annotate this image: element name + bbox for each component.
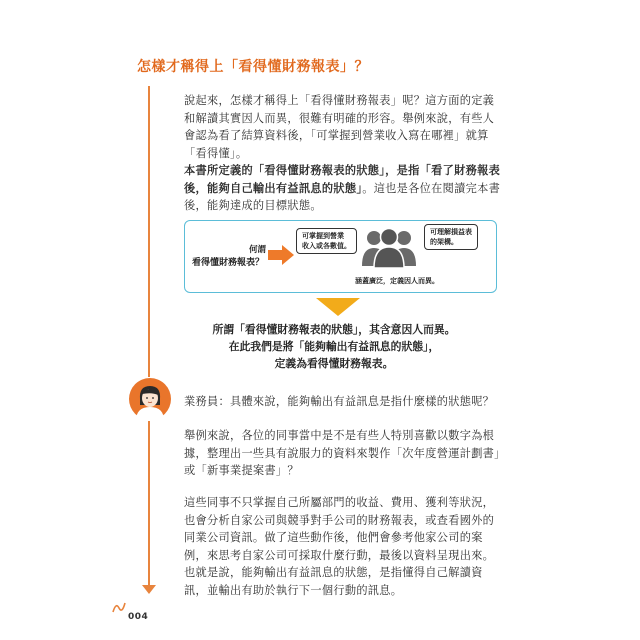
diagram-arrow-head-icon	[282, 245, 294, 265]
intro-line: 說起來，怎樣才稱得上「看得懂財務報表」呢？這方面的定義	[184, 94, 495, 107]
timeline-arrow-icon	[142, 585, 156, 594]
example-line: 據，整理出一些具有說服力的資料來製作「次年度營運計劃書」	[184, 446, 506, 460]
analysis-line: 這些同事不只掌握自己所屬部門的收益、費用、獲利等狀況，	[184, 496, 495, 509]
bubble-left-line2: 收入或各數值。	[302, 242, 351, 250]
conclusion-line2: 在此我們是將「能夠輸出有益訊息的狀態」，	[228, 340, 440, 353]
analysis-line: 例，來思考自家公司可採取什麼行動，最後以資料呈現出來。	[184, 548, 495, 562]
timeline-line	[148, 86, 150, 590]
section-heading: 怎樣才稱得上「看得懂財務報表」？	[137, 59, 369, 75]
people-group-icon	[360, 228, 418, 268]
intro-line: 「看得懂」。	[184, 146, 248, 160]
conclusion	[184, 321, 484, 372]
dialogue-question: 業務員：具體來說，能夠輸出有益訊息是指什麼樣的狀態呢？	[184, 395, 495, 408]
diagram-caption: 涵蓋廣泛，定義因人而異。	[355, 277, 439, 285]
example-line: 或「新事業提案書」？	[184, 464, 299, 477]
down-triangle-icon	[316, 298, 360, 316]
intro-line: 會認為看了結算資料後，「可掌握到營業收入寫在哪裡」就算	[184, 129, 489, 142]
analysis-line: 同業公司資訊。做了這些動作後，他們會參考他家公司的案	[184, 531, 483, 544]
bubble-right-line1: 可理解損益表	[430, 228, 472, 236]
conclusion-line3: 定義為看得懂財務報表。	[274, 357, 394, 370]
salesperson-avatar-icon	[128, 377, 172, 421]
example-line: 舉例來說，各位的同事當中是不是有些人特別喜歡以數字為根	[184, 429, 495, 442]
bubble-right-line2: 的架構。	[430, 238, 458, 246]
diagram-arrow-icon	[268, 250, 282, 260]
definition-text: 。這也是各位在閱讀完本書	[362, 181, 501, 195]
definition-line	[184, 180, 501, 198]
bubble-right	[424, 224, 478, 250]
definition-bold: 後，能夠自己輸出有益訊息的狀態」	[184, 181, 363, 195]
definition-bold: 本書所定義的「看得懂財務報表的狀態」，是指「看了財務報表	[184, 164, 501, 177]
bubble-left-line1: 可掌握到營業	[302, 232, 344, 240]
diagram-question-line1: 何謂	[249, 245, 267, 255]
analysis-line: 訊，並輸出有助於執行下一個行動的訊息。	[184, 583, 403, 597]
page-number: 004	[128, 612, 149, 622]
squiggle-icon	[112, 600, 128, 614]
definition-line: 後，能夠達成的目標狀態。	[184, 199, 322, 212]
conclusion-line1: 所謂「看得懂財務報表的狀態」，其含意因人而異。	[212, 323, 456, 336]
bubble-left	[296, 228, 357, 254]
intro-line: 和解讀其實因人而異，很難有明確的形容。舉例來說，有些人	[184, 111, 495, 125]
dialogue-paragraph	[184, 393, 495, 411]
diagram-question-line2: 看得懂財務報表？	[192, 258, 265, 268]
intro-paragraph	[184, 92, 501, 215]
definition-line	[184, 162, 501, 180]
example-paragraph	[184, 427, 506, 480]
analysis-line: 也會分析自家公司與競爭對手公司的財務報表，或查看國外的	[184, 513, 495, 527]
analysis-paragraph	[184, 494, 495, 599]
analysis-line: 也就是說，能夠輸出有益訊息的狀態，是指懂得自己解讀資	[184, 566, 483, 579]
